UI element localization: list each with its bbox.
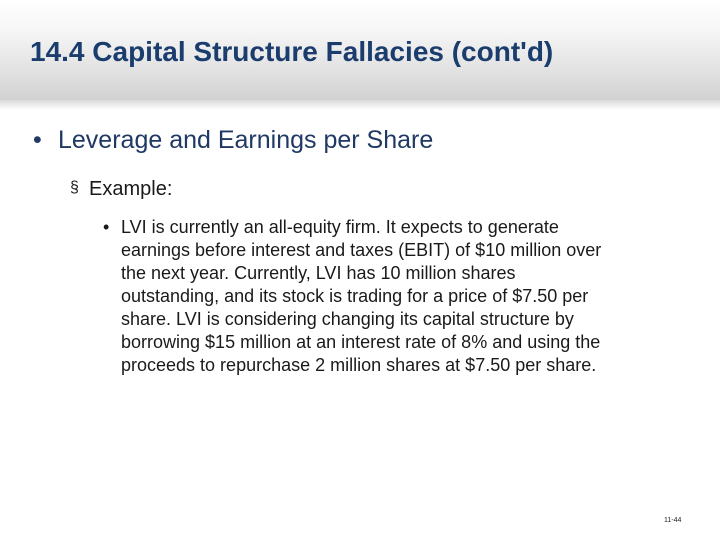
paragraph-line: earnings before interest and taxes (EBIT) of $10 million over: [121, 240, 602, 260]
paragraph-line: the next year. Currently, LVI has 10 million shares: [121, 263, 516, 283]
paragraph-line: share. LVI is considering changing its capital structure by: [121, 309, 574, 329]
paragraph-line: outstanding, and its stock is trading for a price of $7.50 per: [121, 286, 589, 306]
example-paragraph: [121, 216, 706, 377]
bullet-level-2-text: Example:: [89, 178, 173, 200]
paragraph-line: LVI is currently an all-equity firm. It expects to generate: [121, 217, 559, 237]
section-bullet-icon: §: [70, 179, 79, 196]
bullet-level-1-text: Leverage and Earnings per Share: [58, 126, 434, 154]
paragraph-line: proceeds to repurchase 2 million shares at $7.50 per share.: [121, 355, 597, 375]
title-band-shadow: [0, 100, 720, 110]
bullet-dot-icon: •: [33, 126, 42, 154]
paragraph-line: borrowing $15 million at an interest rate of 8% and using the: [121, 332, 601, 352]
bullet-dot-icon: •: [103, 217, 110, 237]
slide-title: 14.4 Capital Structure Fallacies (cont'd): [30, 36, 554, 67]
page-number: 11-44: [664, 517, 682, 524]
